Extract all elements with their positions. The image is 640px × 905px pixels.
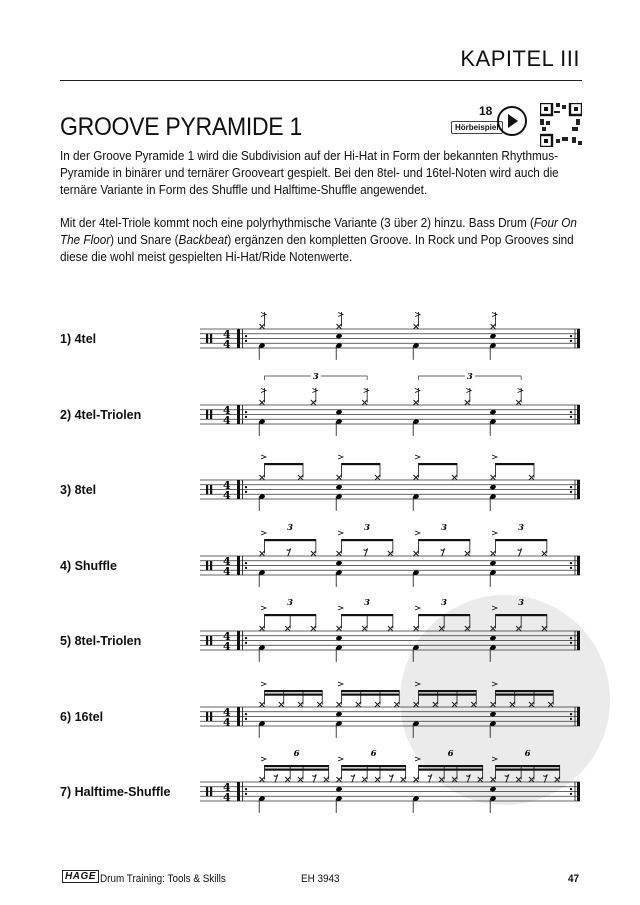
hihat-note [337, 777, 342, 782]
hihat-note [548, 702, 553, 707]
tuplet-number: 3 [466, 372, 473, 382]
hihat-note [516, 626, 521, 631]
time-signature-bottom: 4 [223, 716, 231, 729]
hihat-note [362, 400, 367, 405]
repeat-dot [570, 562, 572, 564]
book-title: Drum Training: Tools & Skills [100, 873, 226, 885]
hihat-note [260, 400, 265, 405]
tuplet-number: 3 [287, 598, 294, 608]
percussion-clef [206, 561, 208, 571]
hihat-note [260, 551, 265, 556]
percussion-clef [210, 636, 212, 646]
accent-mark [466, 389, 471, 393]
repeat-dot [245, 718, 247, 720]
hihat-note [555, 777, 560, 782]
hihat-note [298, 475, 303, 480]
repeat-dot [245, 335, 247, 337]
hihat-note [317, 702, 322, 707]
beam [265, 694, 323, 696]
repeat-dot [570, 718, 572, 720]
hihat-note [260, 626, 265, 631]
repeat-start-barline [237, 480, 240, 499]
percussion-clef [206, 410, 208, 420]
text-run: ) ergänzen den kompletten Groove. In Rock und Pop Grooves sind diese die wohl meist gespielten Hi-Hat/Ride Notenwerte. [60, 233, 574, 264]
repeat-dot [245, 642, 247, 644]
hihat-note [285, 777, 290, 782]
hihat-note [279, 702, 284, 707]
hihat-note [311, 400, 316, 405]
eighth-rest [441, 549, 445, 557]
groove-staff-4 [200, 523, 580, 587]
repeat-dot [570, 416, 572, 418]
eighth-rest [287, 549, 291, 557]
repeat-dot [570, 642, 572, 644]
beam [419, 539, 470, 541]
hihat-note [439, 626, 444, 631]
beam [496, 463, 535, 465]
time-signature-bottom: 4 [223, 640, 231, 653]
tuplet-number: 3 [287, 523, 294, 533]
hihat-note [311, 551, 316, 556]
repeat-start-barline [237, 405, 240, 424]
repeat-start-barline [237, 556, 240, 575]
hihat-note [311, 626, 316, 631]
hihat-note [414, 626, 419, 631]
time-signature-top: 4 [223, 630, 231, 643]
hihat-note [529, 702, 534, 707]
repeat-end-barline [577, 707, 580, 726]
beam [419, 765, 483, 767]
groove-staff-7 [200, 749, 580, 813]
tuplet-number: 3 [441, 523, 448, 533]
accent-mark [338, 757, 343, 761]
eighth-rest [351, 775, 355, 783]
hihat-note [433, 702, 438, 707]
percussion-clef [206, 712, 208, 722]
hihat-note [542, 551, 547, 556]
time-signature-top: 4 [223, 479, 231, 492]
accent-mark [338, 531, 343, 535]
repeat-end-barline [577, 329, 580, 348]
accent-mark [261, 313, 266, 317]
repeat-dot [570, 340, 572, 342]
percussion-clef [210, 334, 212, 344]
groove-label: 4) Shuffle [60, 559, 117, 573]
groove-label: 1) 4tel [60, 332, 97, 346]
accent-mark [492, 682, 497, 686]
repeat-dot [570, 567, 572, 569]
beam [342, 539, 393, 541]
accent-mark [492, 606, 497, 610]
hihat-note [529, 475, 534, 480]
text-run: ) und Snare ( [110, 233, 179, 247]
hihat-note [324, 777, 329, 782]
chapter-heading: KAPITEL III [460, 46, 580, 71]
repeat-start-barline [237, 631, 240, 650]
beam [419, 690, 477, 692]
accent-mark [492, 455, 497, 459]
accent-mark [261, 757, 266, 761]
repeat-dot [570, 637, 572, 639]
repeat-dot [570, 486, 572, 488]
percussion-clef [210, 485, 212, 495]
repeat-dot [570, 491, 572, 493]
hihat-note [452, 702, 457, 707]
accent-mark [518, 389, 523, 393]
tuplet-number: 3 [364, 598, 371, 608]
beam [342, 690, 400, 692]
time-signature-top: 4 [223, 555, 231, 568]
eighth-rest [518, 549, 522, 557]
hihat-note [414, 324, 419, 329]
hihat-note [260, 777, 265, 782]
beam [342, 765, 406, 767]
beam [496, 769, 560, 771]
hihat-note [414, 475, 419, 480]
beam [342, 463, 381, 465]
beam [496, 694, 554, 696]
beam [265, 463, 304, 465]
accent-mark [492, 313, 497, 317]
hihat-note [298, 702, 303, 707]
repeat-dot [245, 416, 247, 418]
hihat-note [414, 777, 419, 782]
accent-mark [415, 389, 420, 393]
hihat-note [542, 626, 547, 631]
tuplet-number: 3 [312, 372, 319, 382]
percussion-clef [210, 787, 212, 797]
time-signature-top: 4 [223, 404, 231, 417]
accent-mark [415, 606, 420, 610]
hihat-note [491, 777, 496, 782]
eighth-rest [274, 775, 278, 783]
groove-label: 5) 8tel-Triolen [60, 634, 142, 648]
beam [496, 690, 554, 692]
hihat-note [452, 777, 457, 782]
repeat-end-barline [577, 782, 580, 801]
hihat-note [491, 475, 496, 480]
percussion-clef [206, 636, 208, 646]
hihat-note [375, 777, 380, 782]
hihat-note [285, 626, 290, 631]
accent-mark [415, 531, 420, 535]
accent-mark [338, 682, 343, 686]
percussion-clef [206, 334, 208, 344]
accent-mark [415, 757, 420, 761]
time-signature-bottom: 4 [223, 489, 231, 502]
beam [496, 614, 547, 616]
hihat-note [491, 702, 496, 707]
hihat-note [516, 777, 521, 782]
hihat-note [337, 324, 342, 329]
groove-staff-5 [200, 598, 580, 662]
repeat-start-barline [237, 782, 240, 801]
hihat-note [337, 475, 342, 480]
beam [265, 769, 329, 771]
groove-label: 6) 16tel [60, 710, 104, 724]
accent-mark [261, 455, 266, 459]
text-run: Mit der 4tel-Triole kommt noch eine polyrhythmische Variante (3 über 2) hinzu. Bass Drum ( [60, 216, 534, 230]
accent-mark [261, 531, 266, 535]
hihat-note [298, 777, 303, 782]
percussion-clef [206, 485, 208, 495]
italic-term: Backbeat [178, 233, 228, 247]
tuplet-number: 6 [447, 749, 454, 759]
percussion-clef [210, 712, 212, 722]
repeat-dot [245, 486, 247, 488]
eighth-rest [505, 775, 509, 783]
accent-mark [338, 313, 343, 317]
repeat-start-barline [237, 707, 240, 726]
tuplet-number: 3 [518, 598, 525, 608]
time-signature-bottom: 4 [223, 791, 231, 804]
hihat-note [491, 324, 496, 329]
intro-paragraph: In der Groove Pyramide 1 wird die Subdivision auf der Hi-Hat in Form der bekannten Rhythmus-Pyramide in binärer und ternärer Grooveart gespielt. Bei den 8tel- und 16tel-Noten wird auch die ternäre Variante in Form des Shuffle und Halftime-Shuffle angewendet. [60, 149, 559, 197]
hihat-note [465, 400, 470, 405]
repeat-dot [570, 411, 572, 413]
tuplet-number: 3 [518, 523, 525, 533]
hihat-note [465, 551, 470, 556]
section-title: GROOVE PYRAMIDE 1 [60, 113, 302, 141]
percussion-clef [210, 410, 212, 420]
italic-term: Four On The Floor [60, 216, 577, 247]
beam [496, 765, 560, 767]
hihat-note [439, 777, 444, 782]
percussion-clef [210, 561, 212, 571]
page-number: 47 [568, 873, 580, 885]
beam [496, 539, 547, 541]
hihat-note [388, 551, 393, 556]
hihat-note [337, 702, 342, 707]
hihat-note [375, 702, 380, 707]
beam [342, 694, 400, 696]
hihat-note [491, 551, 496, 556]
percussion-clef [206, 787, 208, 797]
groove-staff-1 [200, 312, 580, 360]
accent-mark [312, 389, 317, 393]
eighth-rest [312, 775, 316, 783]
audio-label: Hörbeispiel [451, 121, 503, 134]
hihat-note [337, 551, 342, 556]
repeat-end-barline [577, 405, 580, 424]
beam [342, 769, 406, 771]
beam [342, 614, 393, 616]
hihat-note [362, 626, 367, 631]
repeat-dot [245, 637, 247, 639]
eighth-rest [543, 775, 547, 783]
repeat-dot [570, 713, 572, 715]
tuplet-number: 3 [364, 523, 371, 533]
repeat-dot [245, 562, 247, 564]
hihat-note [529, 777, 534, 782]
repeat-dot [245, 491, 247, 493]
eighth-rest [389, 775, 393, 783]
publisher-logo: HAGE [62, 870, 99, 883]
accent-mark [492, 531, 497, 535]
hihat-note [375, 475, 380, 480]
hihat-note [471, 702, 476, 707]
groove-staff-3 [200, 455, 580, 511]
accent-mark [415, 455, 420, 459]
accent-mark [492, 757, 497, 761]
hihat-note [394, 702, 399, 707]
repeat-dot [245, 713, 247, 715]
time-signature-top: 4 [223, 706, 231, 719]
hihat-note [414, 551, 419, 556]
repeat-dot [245, 788, 247, 790]
beam [419, 614, 470, 616]
beam [265, 614, 316, 616]
repeat-dot [570, 788, 572, 790]
time-signature-bottom: 4 [223, 565, 231, 578]
accent-mark [364, 389, 369, 393]
beam [419, 694, 477, 696]
beam [265, 690, 323, 692]
repeat-dot [245, 793, 247, 795]
accent-mark [261, 389, 266, 393]
repeat-end-barline [577, 480, 580, 499]
hihat-note [465, 626, 470, 631]
eighth-rest [428, 775, 432, 783]
repeat-dot [245, 567, 247, 569]
tuplet-number: 3 [441, 598, 448, 608]
beam [419, 463, 458, 465]
groove-label: 7) Halftime-Shuffle [60, 785, 171, 799]
repeat-dot [245, 340, 247, 342]
time-signature-top: 4 [223, 328, 231, 341]
hihat-note [401, 777, 406, 782]
hihat-note [260, 324, 265, 329]
accent-mark [415, 682, 420, 686]
beam [265, 765, 329, 767]
repeat-end-barline [577, 631, 580, 650]
hihat-note [414, 702, 419, 707]
beam [419, 769, 483, 771]
hihat-note [491, 626, 496, 631]
audio-track-number: 18 [479, 104, 493, 118]
accent-mark [261, 606, 266, 610]
hihat-note [414, 400, 419, 405]
tuplet-number: 6 [293, 749, 300, 759]
hihat-note [478, 777, 483, 782]
groove-label: 3) 8tel [60, 483, 97, 497]
repeat-end-barline [577, 556, 580, 575]
hihat-note [516, 400, 521, 405]
hihat-note [452, 475, 457, 480]
time-signature-top: 4 [223, 781, 231, 794]
accent-mark [338, 606, 343, 610]
time-signature-bottom: 4 [223, 338, 231, 351]
hihat-note [388, 626, 393, 631]
repeat-dot [245, 411, 247, 413]
eighth-rest [364, 549, 368, 557]
hihat-note [337, 626, 342, 631]
catalog-number: EH 3943 [301, 873, 340, 885]
accent-mark [415, 313, 420, 317]
eighth-rest [466, 775, 470, 783]
groove-label: 2) 4tel-Triolen [60, 408, 142, 422]
beam [265, 539, 316, 541]
repeat-start-barline [237, 329, 240, 348]
hihat-note [260, 475, 265, 480]
groove-staff-2 [200, 371, 580, 436]
accent-mark [261, 682, 266, 686]
groove-staff-6 [200, 682, 580, 738]
accent-mark [338, 455, 343, 459]
hihat-note [356, 702, 361, 707]
tuplet-number: 6 [370, 749, 377, 759]
hihat-note [260, 702, 265, 707]
tuplet-number: 6 [524, 749, 531, 759]
hihat-note [510, 702, 515, 707]
time-signature-bottom: 4 [223, 414, 231, 427]
repeat-dot [570, 335, 572, 337]
hihat-note [362, 777, 367, 782]
repeat-dot [570, 793, 572, 795]
